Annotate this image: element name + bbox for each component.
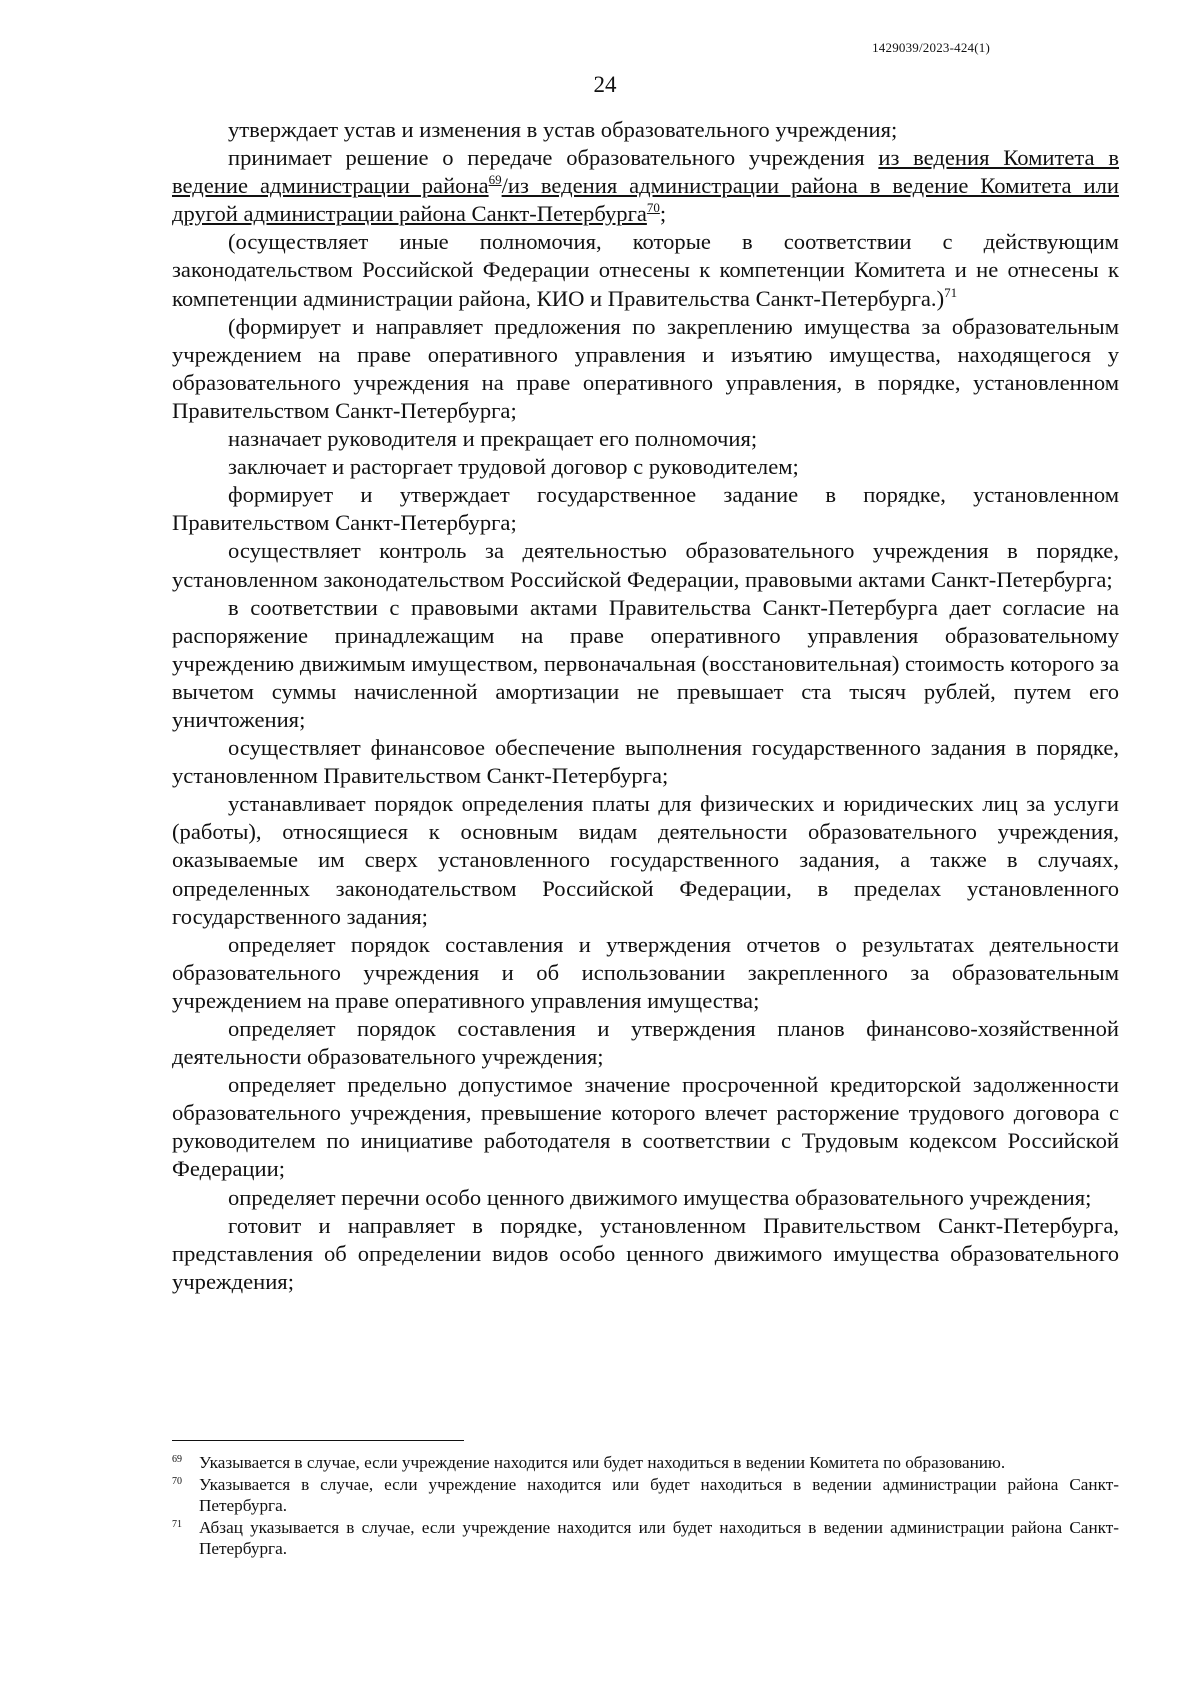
footnote-reference: 71 xyxy=(944,284,958,300)
document-id: 1429039/2023-424(1) xyxy=(872,40,990,55)
paragraph: устанавливает порядок определения платы для физических и юридических лиц за услуги (работы), относящиеся к основным видам деятельности образовательного учреждения, оказываемые им сверх установленного государственного задания, а также в случаях, определенных законодательством Российской Федерации, в пределах установленного государственного задания; xyxy=(172,791,1119,929)
footnote-separator xyxy=(172,1440,464,1441)
paragraph: осуществляет контроль за деятельностью образовательного учреждения в порядке, установленном законодательством Российской Федерации, правовыми актами Санкт-Петербурга; xyxy=(172,538,1119,592)
underlined-text: /из ведения администрации района в ведение Комитета или другой администрации района Санкт-Петербурга xyxy=(172,173,1119,227)
footnote xyxy=(172,1452,1119,1474)
paragraph: готовит и направляет в порядке, установленном Правительством Санкт-Петербурга, представления об определении видов особо ценного движимого имущества образовательного учреждения; xyxy=(172,1212,1119,1294)
paragraph-text: (осуществляет иные полномочия, которые в соответствии с действующим законодательством Российской Федерации отнесены к компетенции Комитета и не отнесены к компетенции администрации района, КИО и Правительства Санкт-Петербурга.) xyxy=(172,229,1119,311)
underlined-text: из ведения Комитета в ведение администрации района xyxy=(172,145,1119,199)
paragraph: определяет порядок составления и утверждения планов финансово-хозяйственной деятельности образовательного учреждения; xyxy=(172,1016,1119,1070)
paragraph: в соответствии с правовыми актами Правительства Санкт-Петербурга дает согласие на распоряжение принадлежащим на праве оперативного управления образовательному учреждению движимым имуществом, первоначальная (восстановительная) стоимость которого за вычетом суммы начисленной амортизации не превышает ста тысяч рублей, путем его уничтожения; xyxy=(172,594,1119,732)
paragraph: определяет порядок составления и утверждения отчетов о результатах деятельности образовательного учреждения и об использовании закрепленного за образовательным учреждением на праве оперативного управления имущества; xyxy=(172,931,1119,1013)
footnote xyxy=(172,1517,1119,1560)
paragraph-text: ; xyxy=(659,201,667,227)
document-body xyxy=(172,116,1119,1296)
paragraph: определяет перечни особо ценного движимого имущества образовательного учреждения; xyxy=(228,1184,1092,1210)
paragraph xyxy=(172,228,1119,312)
paragraph: осуществляет финансовое обеспечение выполнения государственного задания в порядке, установленном Правительством Санкт-Петербурга; xyxy=(172,735,1119,789)
page-number: 24 xyxy=(593,72,617,97)
footnote-reference: 70 xyxy=(646,200,660,216)
footnote-mark: 70 xyxy=(172,1475,182,1487)
footnote-reference: 69 xyxy=(488,172,502,188)
footnote-text: Абзац указывается в случае, если учреждение находится или будет находиться в ведении администрации района Санкт-Петербурга. xyxy=(199,1517,1119,1558)
paragraph: определяет предельно допустимое значение просроченной кредиторской задолженности образовательного учреждения, превышение которого влечет расторжение трудового договора с руководителем по инициативе работодателя в соответствии с Трудовым кодексом Российской Федерации; xyxy=(172,1072,1119,1182)
paragraph: заключает и расторгает трудовой договор с руководителем; xyxy=(228,454,799,480)
paragraph-text: принимает решение о передаче образовательного учреждения xyxy=(228,145,879,171)
paragraph: (формирует и направляет предложения по закреплению имущества за образовательным учреждением на праве оперативного управления и изъятию имущества, находящегося у образовательного учреждения на праве оперативного управления, в порядке, установленном Правительством Санкт-Петербурга; xyxy=(172,313,1119,423)
footnote xyxy=(172,1474,1119,1517)
footnote-text: Указывается в случае, если учреждение находится или будет находиться в ведении Комитета по образованию. xyxy=(199,1453,1006,1472)
paragraph: утверждает устав и изменения в устав образовательного учреждения; xyxy=(228,117,898,142)
paragraph: формирует и утверждает государственное задание в порядке, установленном Правительством Санкт-Петербурга; xyxy=(172,482,1119,536)
paragraph xyxy=(172,144,1119,228)
footnote-mark: 71 xyxy=(172,1518,182,1530)
footnote-mark: 69 xyxy=(172,1454,182,1465)
footnotes xyxy=(172,1452,1119,1560)
footnote-text: Указывается в случае, если учреждение находится или будет находиться в ведении администрации района Санкт-Петербурга. xyxy=(199,1474,1119,1515)
paragraph: назначает руководителя и прекращает его полномочия; xyxy=(228,426,758,452)
